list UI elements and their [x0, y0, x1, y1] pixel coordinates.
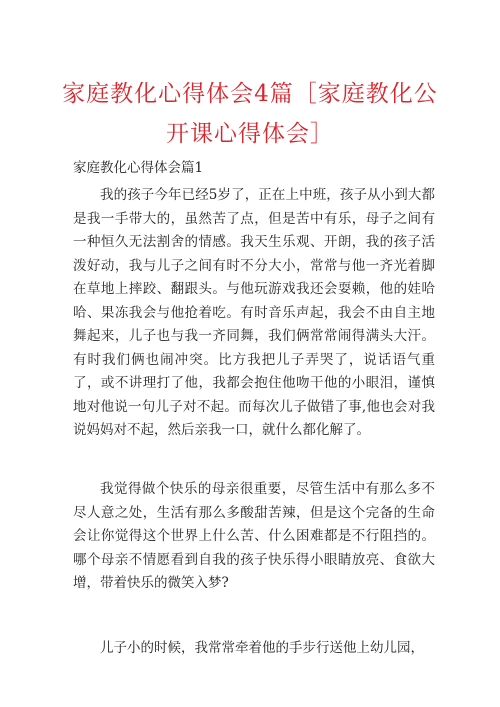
body-paragraph: 儿子小的时候，我常常牵着他的手步行送他上幼儿园，	[100, 640, 424, 656]
body-paragraph: 我的孩子今年已经5岁了，正在上中班，孩子从小到大都是我一手带大的，虽然苦了点，但是苦中有乐，母子之间有一种恒久无法割舍的情感。我天生乐观、开朗，我的孩子活泼好动，我与儿子之间有时不分大小，常常与他一齐光着脚在草地上摔跤、翻跟头。与他玩游戏我还会耍赖，他的娃哈哈、果冻我会与他抢着吃。有时音乐声起，我会不由自主地舞起来，儿子也与我一齐同舞，我们俩常常闹得满头大汗。有时我们俩也闹冲突。比方我把儿子弄哭了，说话语气重了，或不讲理打了他，我都会抱住他吻干他的小眼泪，谨慎地对他说一句儿子对不起。而每次儿子做错了事,他也会对我说妈妈对不起，然后亲我一口，就什么都化解了。	[73, 187, 435, 438]
body-paragraph: 我觉得做个快乐的母亲很重要，尽管生活中有那么多不尽人意之处，生活有那么多酸甜苦辣，但是这个完备的生命会让你觉得这个世界上什么苦、什么困难都是不行阻挡的。哪个母亲不情愿看到自我的孩子快乐得小眼睛放亮、食欲大增，带着快乐的微笑入梦?	[73, 481, 435, 591]
document-title: 家庭教化心得体会4篇［家庭教化公开课心得体会］	[62, 81, 438, 147]
section-heading: 家庭教化心得体会篇1	[73, 160, 204, 176]
